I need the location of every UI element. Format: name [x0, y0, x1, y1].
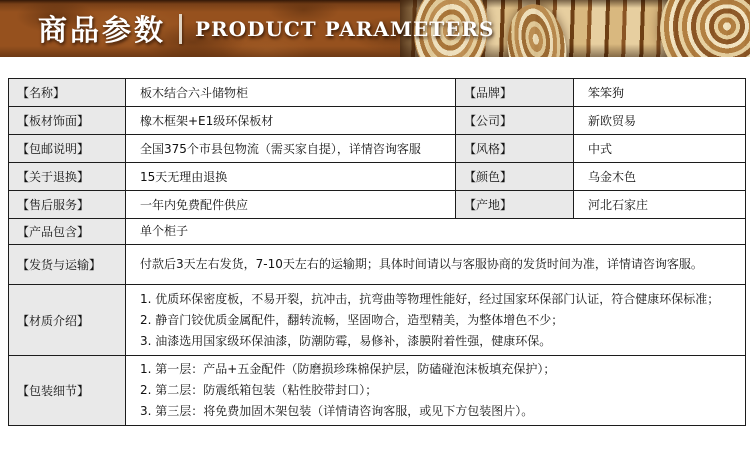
param-value-line: 单个柜子 [140, 224, 189, 238]
param-value: 河北石家庄 [574, 191, 746, 219]
param-value: 笨笨狗 [574, 79, 746, 107]
param-table-body [9, 79, 746, 426]
banner-title-row [38, 0, 494, 57]
param-label: 【产地】 [456, 191, 574, 219]
param-label: 【品牌】 [456, 79, 574, 107]
param-label: 【颜色】 [456, 163, 574, 191]
param-value: 新欧贸易 [574, 107, 746, 135]
param-value: 板木结合六斗储物柜 [126, 79, 456, 107]
table-row [9, 79, 746, 107]
param-value-line: 1. 优质环保密度板，不易开裂，抗冲击，抗弯曲等物理性能好，经过国家环保部门认证，符合健康环保标准； [140, 291, 720, 306]
param-value [126, 285, 746, 356]
param-label: 【关于退换】 [9, 163, 126, 191]
param-value: 全国375个市县包物流（需买家自提），详情咨询客服 [126, 135, 456, 163]
param-label: 【售后服务】 [9, 191, 126, 219]
param-value: 乌金木色 [574, 163, 746, 191]
param-value-line: 2. 第二层：防震纸箱包装（粘性胶带封口）； [140, 383, 378, 397]
param-value-line: 1. 第一层：产品+五金配件（防磨损珍珠棉保护层，防磕碰泡沫板填充保护）； [140, 362, 556, 376]
table-row [9, 191, 746, 219]
param-label: 【材质介绍】 [9, 285, 126, 356]
banner-title-chinese: 商品参数 [38, 13, 167, 47]
wood-log-end [648, 0, 750, 57]
table-row [9, 219, 746, 245]
param-label: 【包装细节】 [9, 356, 126, 426]
product-parameters-banner [0, 0, 750, 57]
wood-log-end [502, 0, 572, 57]
parameters-table-wrapper [8, 78, 745, 426]
param-label: 【公司】 [456, 107, 574, 135]
param-label: 【名称】 [9, 79, 126, 107]
param-table [8, 78, 746, 426]
param-value [126, 245, 746, 285]
table-row [9, 135, 746, 163]
param-value-line: 2. 静音门铰优质金属配件，翻转流畅，坚固吻合，造型精美，为整体增色不少； [140, 312, 564, 327]
table-row [9, 285, 746, 356]
table-row [9, 245, 746, 285]
table-row [9, 107, 746, 135]
param-value: 中式 [574, 135, 746, 163]
param-label: 【板材饰面】 [9, 107, 126, 135]
param-label: 【产品包含】 [9, 219, 126, 245]
param-value: 15天无理由退换 [126, 163, 456, 191]
param-label: 【包邮说明】 [9, 135, 126, 163]
table-row [9, 356, 746, 426]
param-value [126, 219, 746, 245]
banner-title-divider [179, 14, 182, 44]
param-value-line: 3. 油漆选用国家级环保油漆，防潮防霉，易修补，漆膜附着性强，健康环保。 [140, 333, 552, 348]
param-label: 【发货与运输】 [9, 245, 126, 285]
param-value: 一年内免费配件供应 [126, 191, 456, 219]
param-value-line: 3. 第三层：将免费加固木架包装（详情请咨询客服，或见下方包装图片）。 [140, 404, 534, 418]
param-label: 【风格】 [456, 135, 574, 163]
table-row [9, 163, 746, 191]
param-value: 橡木框架+E1级环保板材 [126, 107, 456, 135]
banner-title-english: PRODUCT PARAMETERS [195, 16, 495, 41]
param-value [126, 356, 746, 426]
param-value-line: 付款后3天左右发货，7-10天左右的运输期；具体时间请以与客服协商的发货时间为准，详情请咨询客服。 [140, 257, 703, 271]
